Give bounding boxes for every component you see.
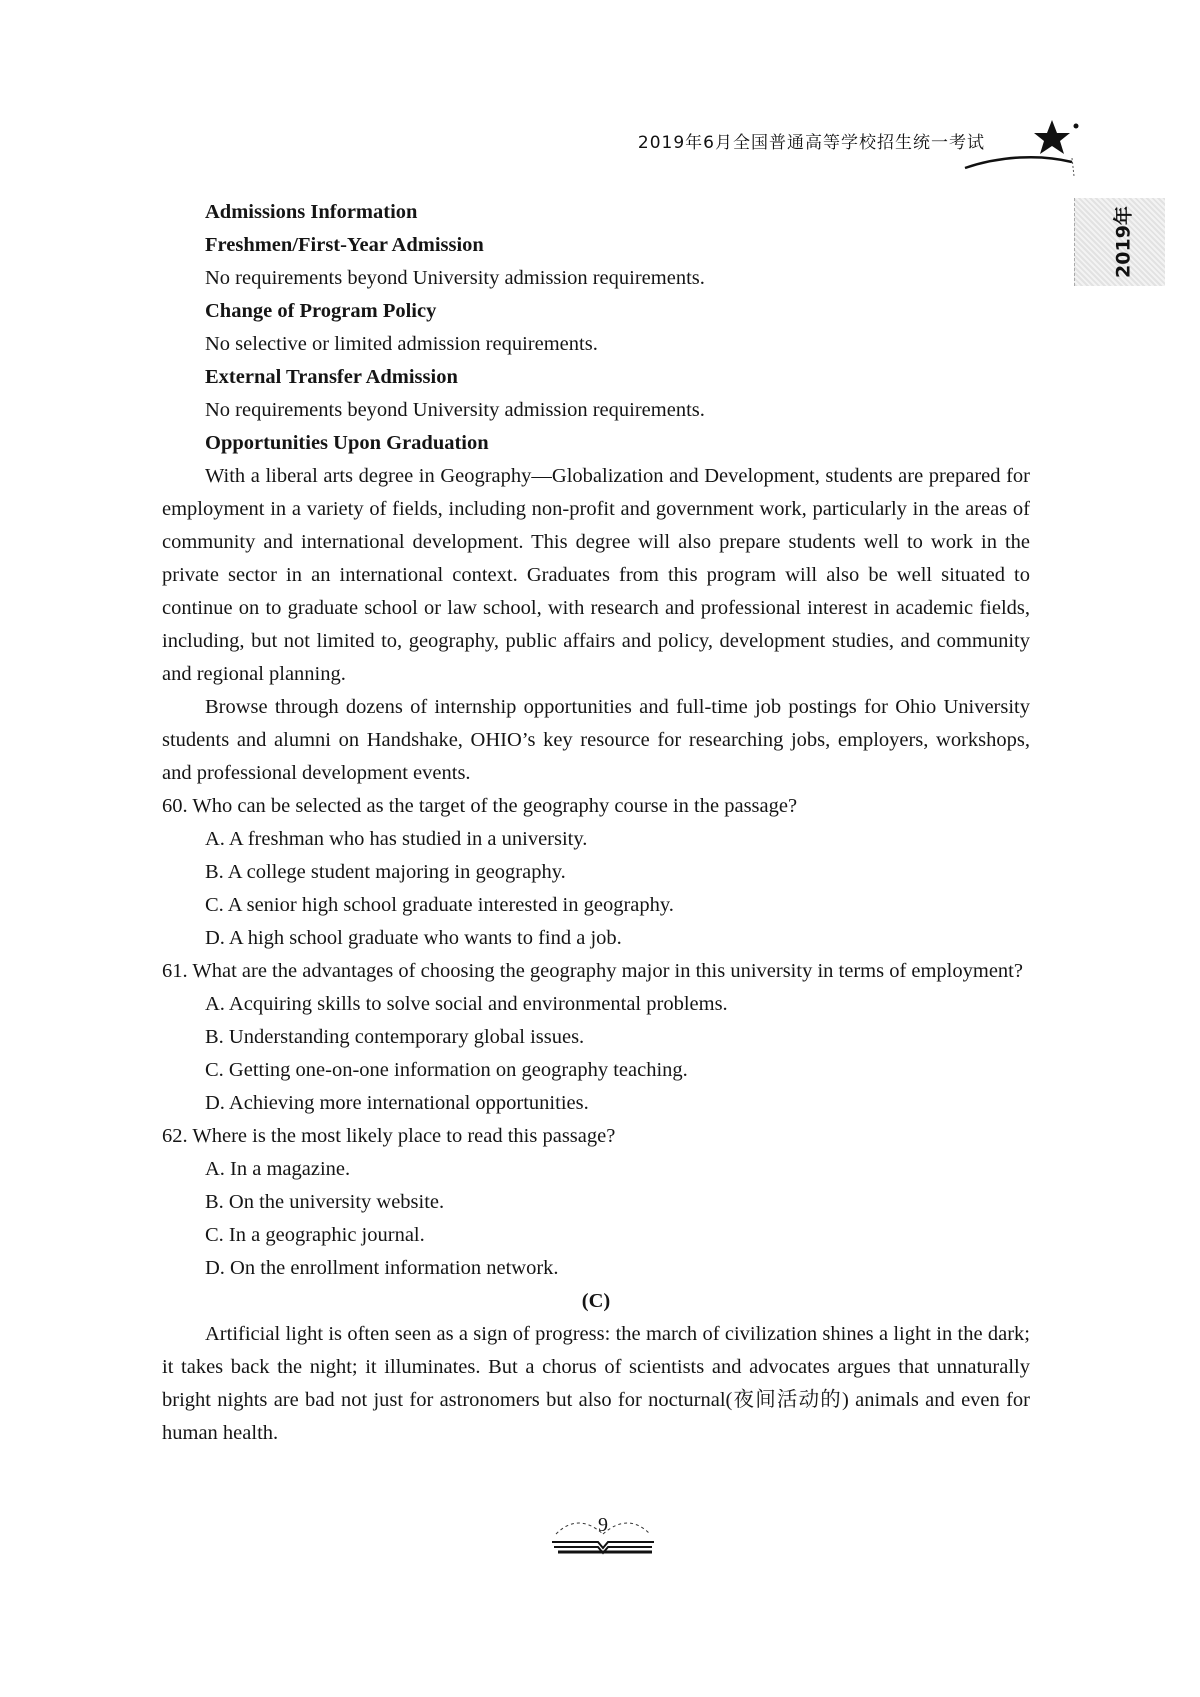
section-c-paragraph: Artificial light is often seen as a sign of progress: the march of civilization shines a light in the dark; it takes back the night; it illuminates. But a chorus of scientists and advocates argues that unnaturally bright nights are bad not just for astronomers but also for nocturnal(夜间活动的) animals and even for human health. [162, 1323, 1030, 1444]
question-60-option-c: C. A senior high school graduate interested in geography. [205, 894, 674, 916]
graduation-paragraph: With a liberal arts degree in Geography—Globalization and Development, students are prepared for employment in a variety of fields, including non-profit and government work, particularly in the areas of community and international development. This degree will also prepare students well to work in the private sector in an international context. Graduates from this program will also be well situated to continue on to graduate school or law school, with research and professional interest in academic fields, including, but not limited to, geography, public affairs and policy, development studies, and community and regional planning. [162, 465, 1030, 685]
question-62: 62. Where is the most likely place to read this passage? [162, 1125, 616, 1147]
section-c-label: (C) [581, 1290, 611, 1312]
page-number: 9 [598, 1514, 608, 1536]
question-60: 60. Who can be selected as the target of the geography course in the passage? [162, 795, 798, 817]
question-61-option-b: B. Understanding contemporary global issues. [205, 1026, 585, 1048]
change-program-text: No selective or limited admission requirements. [205, 333, 598, 355]
passage-content [162, 196, 1030, 1450]
swoosh-decoration-icon [960, 148, 1080, 178]
question-62-option-b: B. On the university website. [205, 1191, 445, 1213]
freshmen-heading: Freshmen/First-Year Admission [205, 234, 484, 256]
question-62-option-c: C. In a geographic journal. [205, 1224, 425, 1246]
freshmen-text: No requirements beyond University admission requirements. [205, 267, 705, 289]
admissions-title: Admissions Information [205, 201, 418, 223]
transfer-heading: External Transfer Admission [205, 366, 458, 388]
graduation-heading: Opportunities Upon Graduation [205, 432, 489, 454]
transfer-text: No requirements beyond University admission requirements. [205, 399, 705, 421]
handshake-paragraph: Browse through dozens of internship opportunities and full-time job postings for Ohio University students and alumni on Handshake, OHIO’s key resource for researching jobs, employers, workshops, and professional development events. [162, 696, 1030, 784]
question-61-option-d: D. Achieving more international opportunities. [205, 1092, 589, 1114]
year-side-tab [1074, 198, 1165, 286]
exam-header-title: 2019年6月全国普通高等学校招生统一考试 [637, 133, 985, 153]
year-side-tab-label: 2019年 [1112, 206, 1135, 278]
question-61: 61. What are the advantages of choosing the geography major in this university in terms of employment? [162, 960, 1023, 982]
question-60-option-a: A. A freshman who has studied in a university. [205, 828, 588, 850]
question-62-option-d: D. On the enrollment information network. [205, 1257, 559, 1279]
question-62-option-a: A. In a magazine. [205, 1158, 351, 1180]
question-61-option-c: C. Getting one-on-one information on geography teaching. [205, 1059, 688, 1081]
question-60-option-b: B. A college student majoring in geography. [205, 861, 566, 883]
question-61-option-a: A. Acquiring skills to solve social and environmental problems. [205, 993, 728, 1015]
change-program-heading: Change of Program Policy [205, 300, 437, 322]
question-60-option-d: D. A high school graduate who wants to find a job. [205, 927, 622, 949]
